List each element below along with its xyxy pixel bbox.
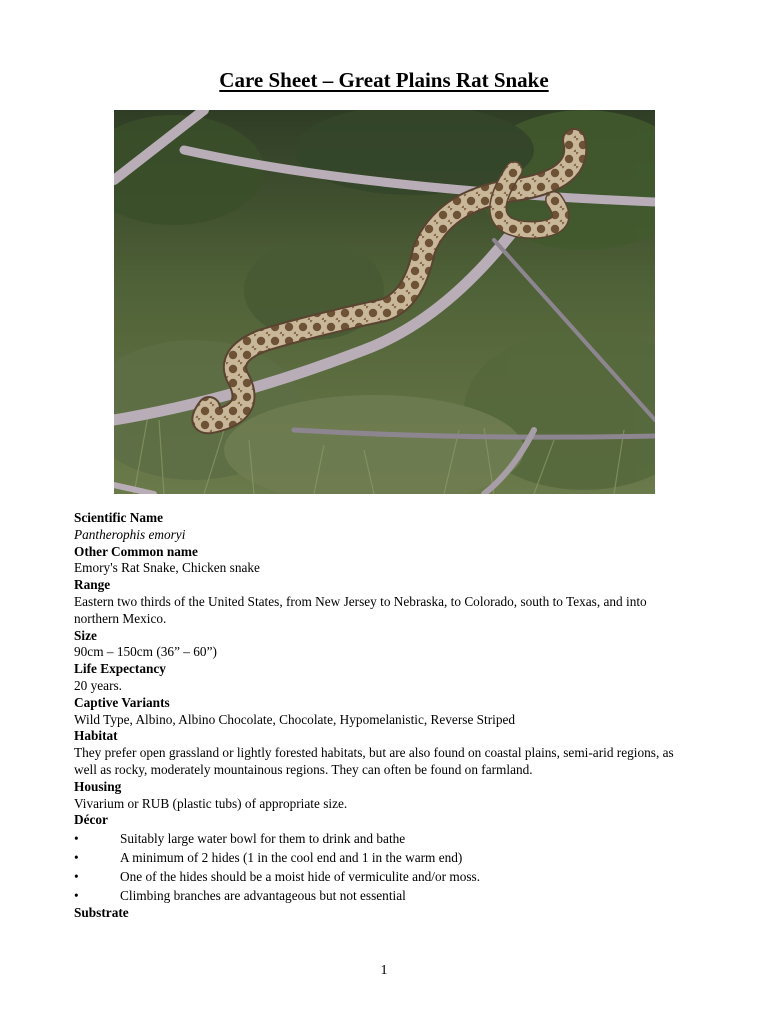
section-heading-size: Size <box>74 627 97 643</box>
page-title: Care Sheet – Great Plains Rat Snake <box>219 68 549 92</box>
life-expectancy-value: 20 years. <box>74 677 122 693</box>
range-value: Eastern two thirds of the United States, from New Jersey to Nebraska, to Colorado, south to Texas, and into northern Mexico. <box>74 593 647 626</box>
page-number: 1 <box>380 963 388 978</box>
bullet-icon: • <box>74 869 79 885</box>
section-heading-range: Range <box>74 577 111 593</box>
housing-value: Vivarium or RUB (plastic tubs) of appropriate size. <box>74 795 348 811</box>
care-sheet-content <box>74 510 694 922</box>
snake-photo <box>114 110 655 494</box>
section-heading-life-expectancy: Life Expectancy <box>74 661 166 677</box>
decor-list <box>74 829 694 905</box>
section-heading-housing: Housing <box>74 778 122 794</box>
list-item: • A minimum of 2 hides (1 in the cool end and 1 in the warm end) <box>74 850 463 866</box>
section-heading-habitat: Habitat <box>74 728 118 744</box>
bullet-icon: • <box>74 850 79 866</box>
section-heading-captive-variants: Captive Variants <box>74 694 170 710</box>
section-heading-substrate: Substrate <box>74 905 129 921</box>
common-name-value: Emory's Rat Snake, Chicken snake <box>74 560 260 576</box>
bullet-icon: • <box>74 831 79 847</box>
bullet-icon: • <box>74 888 79 904</box>
section-heading-common-name: Other Common name <box>74 543 198 559</box>
habitat-value: They prefer open grassland or lightly forested habitats, but are also found on coastal plains, semi-arid regions, as well as rocky, moderately mountainous regions. They can often be found on farmland. <box>74 745 674 777</box>
list-item: • Climbing branches are advantageous but not essential <box>74 888 406 904</box>
section-heading-scientific-name: Scientific Name <box>74 510 163 525</box>
captive-variants-value: Wild Type, Albino, Albino Chocolate, Chocolate, Hypomelanistic, Reverse Striped <box>74 711 516 727</box>
section-heading-decor: Décor <box>74 812 108 828</box>
list-item: • Suitably large water bowl for them to drink and bathe <box>74 831 406 847</box>
scientific-name-value: Pantherophis emoryi <box>74 526 186 542</box>
size-value: 90cm – 150cm (36” – 60”) <box>74 644 217 660</box>
list-item: • One of the hides should be a moist hide of vermiculite and/or moss. <box>74 869 481 885</box>
